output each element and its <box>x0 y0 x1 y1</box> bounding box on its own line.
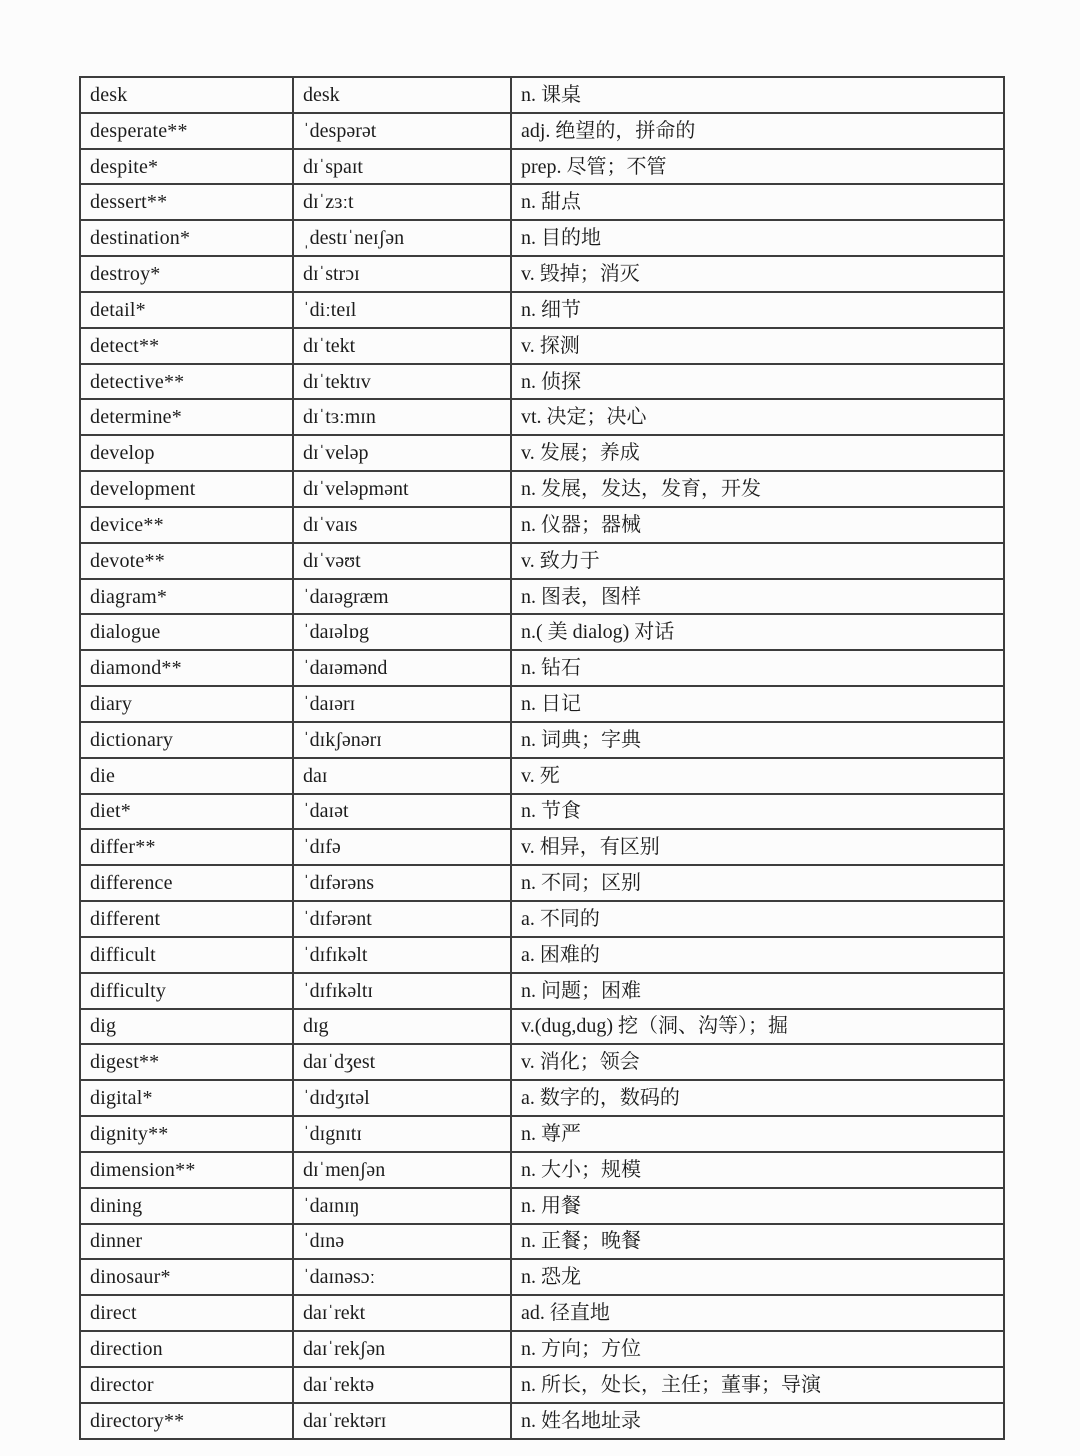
phonetic-cell: dɪˈstrɔɪ <box>293 256 511 292</box>
table-row <box>80 1188 1004 1224</box>
table-row <box>80 543 1004 579</box>
table-row <box>80 901 1004 937</box>
phonetic-cell: daɪ <box>293 758 511 794</box>
word-cell: difficulty <box>80 973 293 1009</box>
word-cell: destroy* <box>80 256 293 292</box>
word-cell: die <box>80 758 293 794</box>
definition-cell: v. 相异，有区别 <box>511 829 1004 865</box>
word-cell: diary <box>80 686 293 722</box>
definition-cell: n. 甜点 <box>511 184 1004 220</box>
word-cell: desperate** <box>80 113 293 149</box>
phonetic-cell: dɪˈtektɪv <box>293 364 511 400</box>
definition-cell: n. 节食 <box>511 794 1004 830</box>
table-row <box>80 650 1004 686</box>
definition-cell: n. 课桌 <box>511 77 1004 113</box>
phonetic-cell: dɪˈveləp <box>293 435 511 471</box>
table-row <box>80 829 1004 865</box>
word-cell: desk <box>80 77 293 113</box>
table-row <box>80 1259 1004 1295</box>
word-cell: different <box>80 901 293 937</box>
vocabulary-table <box>79 76 1005 1440</box>
phonetic-cell: dɪg <box>293 1009 511 1045</box>
definition-cell: n. 大小；规模 <box>511 1152 1004 1188</box>
phonetic-cell: dɪˈvəʊt <box>293 543 511 579</box>
word-cell: dining <box>80 1188 293 1224</box>
phonetic-cell: daɪˈdʒest <box>293 1044 511 1080</box>
table-row <box>80 865 1004 901</box>
word-cell: dinosaur* <box>80 1259 293 1295</box>
phonetic-cell: ˈdɪfərənt <box>293 901 511 937</box>
word-cell: director <box>80 1367 293 1403</box>
word-cell: dimension** <box>80 1152 293 1188</box>
phonetic-cell: ˈdɪfə <box>293 829 511 865</box>
word-cell: dig <box>80 1009 293 1045</box>
definition-cell: n. 姓名地址录 <box>511 1403 1004 1439</box>
phonetic-cell: desk <box>293 77 511 113</box>
word-cell: detective** <box>80 364 293 400</box>
table-row <box>80 471 1004 507</box>
table-row <box>80 220 1004 256</box>
definition-cell: a. 数字的，数码的 <box>511 1080 1004 1116</box>
phonetic-cell: dɪˈspaɪt <box>293 149 511 185</box>
word-cell: difference <box>80 865 293 901</box>
table-row <box>80 113 1004 149</box>
table-row <box>80 1044 1004 1080</box>
table-row <box>80 937 1004 973</box>
word-cell: device** <box>80 507 293 543</box>
word-cell: digest** <box>80 1044 293 1080</box>
table-row <box>80 328 1004 364</box>
table-row <box>80 1295 1004 1331</box>
table-row <box>80 435 1004 471</box>
definition-cell: n. 恐龙 <box>511 1259 1004 1295</box>
definition-cell: n. 用餐 <box>511 1188 1004 1224</box>
word-cell: diamond** <box>80 650 293 686</box>
definition-cell: n. 钻石 <box>511 650 1004 686</box>
table-row <box>80 1224 1004 1260</box>
table-row <box>80 579 1004 615</box>
table-row <box>80 1403 1004 1439</box>
word-cell: dignity** <box>80 1116 293 1152</box>
word-cell: dictionary <box>80 722 293 758</box>
table-row <box>80 507 1004 543</box>
phonetic-cell: ˈdaɪət <box>293 794 511 830</box>
phonetic-cell: ˈdaɪəgræm <box>293 579 511 615</box>
definition-cell: v. 发展；养成 <box>511 435 1004 471</box>
phonetic-cell: dɪˈzɜːt <box>293 184 511 220</box>
definition-cell: v. 致力于 <box>511 543 1004 579</box>
definition-cell: n. 图表，图样 <box>511 579 1004 615</box>
word-cell: dialogue <box>80 614 293 650</box>
phonetic-cell: ˈdɪfərəns <box>293 865 511 901</box>
table-row <box>80 794 1004 830</box>
phonetic-cell: daɪˈrektə <box>293 1367 511 1403</box>
table-row <box>80 77 1004 113</box>
phonetic-cell: ˈdɪkʃənərɪ <box>293 722 511 758</box>
definition-cell: n. 日记 <box>511 686 1004 722</box>
phonetic-cell: ˈdaɪəlɒg <box>293 614 511 650</box>
word-cell: devote** <box>80 543 293 579</box>
word-cell: dinner <box>80 1224 293 1260</box>
word-cell: diet* <box>80 794 293 830</box>
definition-cell: n. 目的地 <box>511 220 1004 256</box>
definition-cell: n.( 美 dialog) 对话 <box>511 614 1004 650</box>
word-cell: direction <box>80 1331 293 1367</box>
definition-cell: n. 尊严 <box>511 1116 1004 1152</box>
table-row <box>80 1080 1004 1116</box>
vocabulary-table-body <box>80 77 1004 1439</box>
definition-cell: n. 不同；区别 <box>511 865 1004 901</box>
table-row <box>80 1367 1004 1403</box>
phonetic-cell: ˈdiːteɪl <box>293 292 511 328</box>
phonetic-cell: ˈdɪdʒɪtəl <box>293 1080 511 1116</box>
definition-cell: v. 探测 <box>511 328 1004 364</box>
word-cell: differ** <box>80 829 293 865</box>
word-cell: diagram* <box>80 579 293 615</box>
table-row <box>80 292 1004 328</box>
word-cell: develop <box>80 435 293 471</box>
definition-cell: n. 词典；字典 <box>511 722 1004 758</box>
definition-cell: n. 侦探 <box>511 364 1004 400</box>
definition-cell: adj. 绝望的，拼命的 <box>511 113 1004 149</box>
definition-cell: a. 困难的 <box>511 937 1004 973</box>
table-row <box>80 722 1004 758</box>
table-row <box>80 256 1004 292</box>
definition-cell: a. 不同的 <box>511 901 1004 937</box>
word-cell: detail* <box>80 292 293 328</box>
definition-cell: v.(dug,dug) 挖（洞、沟等）；掘 <box>511 1009 1004 1045</box>
phonetic-cell: ˈdespərət <box>293 113 511 149</box>
definition-cell: n. 方向；方位 <box>511 1331 1004 1367</box>
definition-cell: n. 正餐；晚餐 <box>511 1224 1004 1260</box>
phonetic-cell: dɪˈtɜːmɪn <box>293 399 511 435</box>
table-row <box>80 149 1004 185</box>
phonetic-cell: ˈdɪnə <box>293 1224 511 1260</box>
phonetic-cell: daɪˈrekt <box>293 1295 511 1331</box>
phonetic-cell: ˈdaɪəmənd <box>293 650 511 686</box>
word-cell: determine* <box>80 399 293 435</box>
table-row <box>80 686 1004 722</box>
word-cell: directory** <box>80 1403 293 1439</box>
word-cell: direct <box>80 1295 293 1331</box>
table-row <box>80 399 1004 435</box>
phonetic-cell: ˈdɪfɪkəlt <box>293 937 511 973</box>
table-row <box>80 758 1004 794</box>
definition-cell: n. 仪器；器械 <box>511 507 1004 543</box>
word-cell: despite* <box>80 149 293 185</box>
phonetic-cell: ˈdaɪərɪ <box>293 686 511 722</box>
table-row <box>80 184 1004 220</box>
table-row <box>80 364 1004 400</box>
table-row <box>80 1331 1004 1367</box>
word-cell: difficult <box>80 937 293 973</box>
word-cell: destination* <box>80 220 293 256</box>
definition-cell: ad. 径直地 <box>511 1295 1004 1331</box>
definition-cell: v. 死 <box>511 758 1004 794</box>
phonetic-cell: daɪˈrekʃən <box>293 1331 511 1367</box>
phonetic-cell: ˈdaɪnəsɔː <box>293 1259 511 1295</box>
phonetic-cell: dɪˈveləpmənt <box>293 471 511 507</box>
definition-cell: n. 细节 <box>511 292 1004 328</box>
phonetic-cell: ˌdestɪˈneɪʃən <box>293 220 511 256</box>
word-cell: dessert** <box>80 184 293 220</box>
definition-cell: vt. 决定；决心 <box>511 399 1004 435</box>
definition-cell: n. 发展，发达，发育，开发 <box>511 471 1004 507</box>
phonetic-cell: ˈdaɪnɪŋ <box>293 1188 511 1224</box>
definition-cell: v. 毁掉；消灭 <box>511 256 1004 292</box>
word-cell: detect** <box>80 328 293 364</box>
phonetic-cell: daɪˈrektərɪ <box>293 1403 511 1439</box>
phonetic-cell: ˈdɪgnɪtɪ <box>293 1116 511 1152</box>
table-row <box>80 614 1004 650</box>
word-cell: digital* <box>80 1080 293 1116</box>
definition-cell: v. 消化；领会 <box>511 1044 1004 1080</box>
phonetic-cell: dɪˈvaɪs <box>293 507 511 543</box>
word-cell: development <box>80 471 293 507</box>
table-row <box>80 1009 1004 1045</box>
phonetic-cell: dɪˈmenʃən <box>293 1152 511 1188</box>
definition-cell: n. 问题；困难 <box>511 973 1004 1009</box>
table-row <box>80 1152 1004 1188</box>
table-row <box>80 1116 1004 1152</box>
table-row <box>80 973 1004 1009</box>
phonetic-cell: dɪˈtekt <box>293 328 511 364</box>
definition-cell: prep. 尽管；不管 <box>511 149 1004 185</box>
definition-cell: n. 所长，处长，主任；董事；导演 <box>511 1367 1004 1403</box>
phonetic-cell: ˈdɪfɪkəltɪ <box>293 973 511 1009</box>
